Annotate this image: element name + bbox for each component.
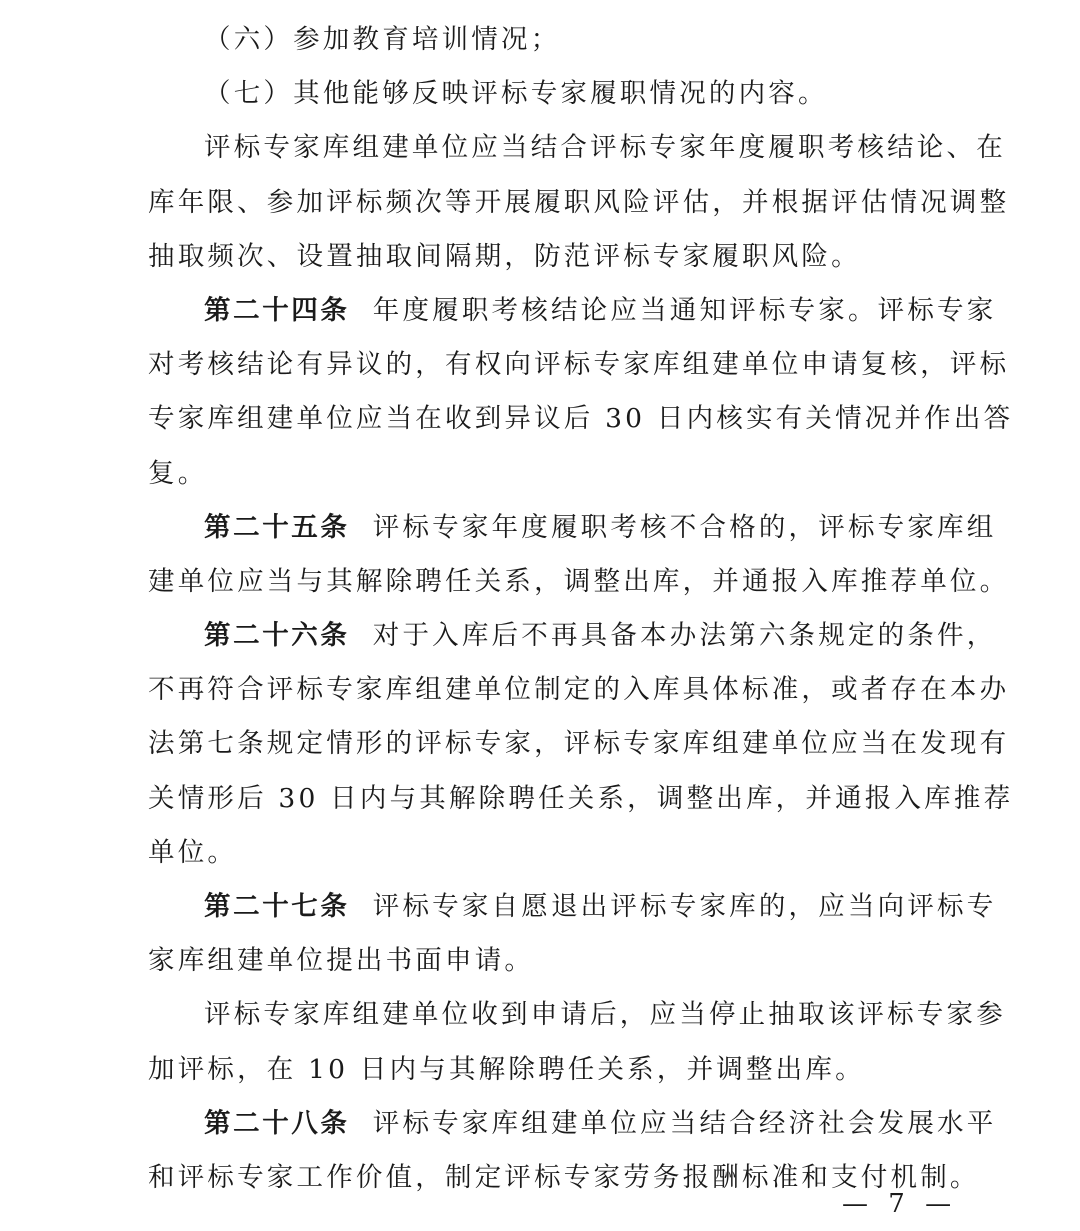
page-number: — 7 — [842,1189,958,1219]
article-24-line: 第二十四条 年度履职考核结论应当通知评标专家。评标专家 [204,294,997,326]
article-28-line: 第二十八条 评标专家库组建单位应当结合经济社会发展水平 [204,1107,997,1139]
paragraph-line: 库年限、参加评标频次等开展履职风险评估，并根据评估情况调整 [148,186,1010,218]
paragraph-line: 加评标，在 10 日内与其解除聘任关系，并调整出库。 [148,1053,865,1085]
paragraph-line: 家库组建单位提出书面申请。 [148,945,535,977]
article-26-heading: 第二十六条 [204,620,350,652]
paragraph-line: 评标专家库组建单位收到申请后，应当停止抽取该评标专家参 [204,999,1006,1031]
paragraph-line: 法第七条规定情形的评标专家，评标专家库组建单位应当在发现有 [148,728,1010,760]
paragraph-line: 关情形后 30 日内与其解除聘任关系，调整出库，并通报入库推荐 [148,782,1014,814]
paragraph-line: 建单位应当与其解除聘任关系，调整出库，并通报入库推荐单位。 [148,565,1010,597]
article-25-line: 第二十五条 评标专家年度履职考核不合格的，评标专家库组 [204,511,997,543]
paragraph-line: 评标专家库组建单位应当结合评标专家年度履职考核结论、在 [204,132,1006,164]
article-28-heading: 第二十八条 [204,1107,350,1139]
article-27-heading: 第二十七条 [204,891,350,922]
paragraph-line: 专家库组建单位应当在收到异议后 30 日内核实有关情况并作出答 [148,403,1014,435]
paragraph-line: 单位。 [148,836,238,868]
document-page [148,13,1014,1205]
article-25-heading: 第二十五条 [204,511,350,543]
article-27-line: 第二十七条 评标专家自愿退出评标专家库的，应当向评标专 [204,891,997,922]
article-26-line: 第二十六条 对于入库后不再具备本办法第六条规定的条件， [204,620,997,652]
paragraph-line: 抽取频次、设置抽取间隔期，防范评标专家履职风险。 [148,240,861,272]
paragraph-line: 复。 [148,457,208,489]
paragraph-line: 和评标专家工作价值，制定评标专家劳务报酬标准和支付机制。 [148,1161,980,1193]
item-six: （六）参加教育培训情况； [204,24,561,55]
article-24-heading: 第二十四条 [204,294,350,326]
paragraph-line: 对考核结论有异议的，有权向评标专家库组建单位申请复核，评标 [148,349,1010,381]
item-seven: （七）其他能够反映评标专家履职情况的内容。 [204,78,828,110]
paragraph-line: 不再符合评标专家库组建单位制定的入库具体标准，或者存在本办 [148,674,1010,706]
